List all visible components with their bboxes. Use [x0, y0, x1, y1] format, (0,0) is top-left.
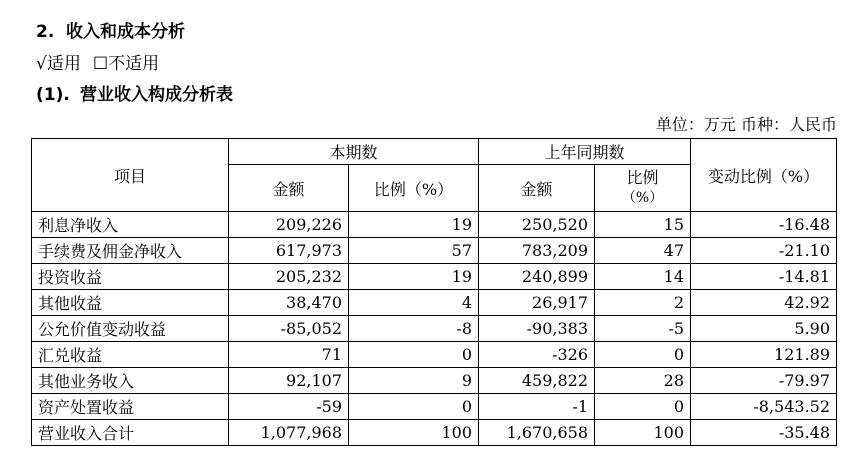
table-row [32, 316, 837, 342]
cell-prior-ratio: -5 [595, 316, 691, 342]
cell-prior-ratio: 0 [595, 394, 691, 420]
cell-change-ratio: -21.10 [691, 238, 837, 264]
section-title: 收入和成本分析 [66, 22, 185, 42]
cell-item: 手续费及佣金净收入 [32, 238, 229, 264]
cell-prior-amount: 459,822 [479, 368, 595, 394]
cell-item: 其他收益 [32, 290, 229, 316]
cell-current-amount: 209,226 [229, 212, 349, 238]
header-prior-ratio [595, 165, 691, 212]
cell-prior-amount: 250,520 [479, 212, 595, 238]
cell-prior-ratio: 100 [595, 420, 691, 446]
header-item: 项目 [32, 139, 229, 212]
cell-prior-amount: -326 [479, 342, 595, 368]
unit-currency-note: 单位：万元 币种：人民币 [655, 115, 837, 134]
cell-current-amount: 205,232 [229, 264, 349, 290]
cell-current-ratio: 19 [349, 212, 479, 238]
table-row [32, 212, 837, 238]
header-row-1 [32, 139, 837, 165]
revenue-composition-table [31, 138, 837, 446]
table-row [32, 368, 837, 394]
header-current-ratio: 比例（%） [349, 165, 479, 212]
applicable-label: 适用 [46, 54, 81, 74]
table-body [32, 212, 837, 446]
cell-change-ratio: -35.48 [691, 420, 837, 446]
cell-prior-amount: -90,383 [479, 316, 595, 342]
cell-item: 公允价值变动收益 [32, 316, 229, 342]
header-prior-period: 上年同期数 [479, 139, 691, 165]
not-applicable-label: 不适用 [108, 54, 160, 74]
header-prior-ratio-label: 比例 [626, 168, 659, 187]
check-mark-icon: √ [36, 54, 47, 74]
cell-prior-ratio: 14 [595, 264, 691, 290]
section-number: 2. [36, 22, 55, 42]
cell-prior-ratio: 47 [595, 238, 691, 264]
cell-prior-ratio: 28 [595, 368, 691, 394]
cell-change-ratio: 121.89 [691, 342, 837, 368]
table-row [32, 238, 837, 264]
cell-current-ratio: 57 [349, 238, 479, 264]
cell-item: 利息净收入 [32, 212, 229, 238]
subsection-title: 营业收入构成分析表 [80, 85, 233, 105]
applicability-options [36, 52, 171, 76]
cell-prior-amount: -1 [479, 394, 595, 420]
cell-item: 资产处置收益 [32, 394, 229, 420]
cell-current-amount: 38,470 [229, 290, 349, 316]
cell-prior-amount: 1,670,658 [479, 420, 595, 446]
cell-current-ratio: 19 [349, 264, 479, 290]
cell-current-ratio: 9 [349, 368, 479, 394]
cell-current-ratio: -8 [349, 316, 479, 342]
cell-change-ratio: -16.48 [691, 212, 837, 238]
cell-change-ratio: 42.92 [691, 290, 837, 316]
not-applicable-option[interactable] [93, 52, 159, 76]
cell-prior-ratio: 15 [595, 212, 691, 238]
cell-change-ratio: -8,543.52 [691, 394, 837, 420]
cell-prior-amount: 26,917 [479, 290, 595, 316]
cell-prior-amount: 783,209 [479, 238, 595, 264]
table-row [32, 394, 837, 420]
table-row [32, 420, 837, 446]
cell-current-ratio: 4 [349, 290, 479, 316]
cell-current-amount: 617,973 [229, 238, 349, 264]
cell-item: 其他业务收入 [32, 368, 229, 394]
header-prior-ratio-unit: （%） [621, 190, 664, 206]
subsection-heading [36, 83, 233, 107]
cell-item: 营业收入合计 [32, 420, 229, 446]
empty-checkbox-icon: ☐ [92, 54, 109, 74]
cell-current-ratio: 100 [349, 420, 479, 446]
cell-current-ratio: 0 [349, 394, 479, 420]
cell-prior-amount: 240,899 [479, 264, 595, 290]
header-current-amount: 金额 [229, 165, 349, 212]
applicable-option[interactable] [36, 52, 81, 76]
cell-current-amount: 1,077,968 [229, 420, 349, 446]
header-prior-amount: 金额 [479, 165, 595, 212]
section-heading [36, 20, 185, 44]
table-row [32, 290, 837, 316]
table-row [32, 264, 837, 290]
cell-current-ratio: 0 [349, 342, 479, 368]
cell-prior-ratio: 2 [595, 290, 691, 316]
cell-change-ratio: -79.97 [691, 368, 837, 394]
subsection-number: (1). [36, 85, 70, 105]
cell-prior-ratio: 0 [595, 342, 691, 368]
cell-current-amount: 71 [229, 342, 349, 368]
cell-change-ratio: -14.81 [691, 264, 837, 290]
table-row [32, 342, 837, 368]
cell-item: 汇兑收益 [32, 342, 229, 368]
cell-current-amount: -59 [229, 394, 349, 420]
cell-change-ratio: 5.90 [691, 316, 837, 342]
header-change-ratio: 变动比例（%） [691, 139, 837, 212]
cell-current-amount: 92,107 [229, 368, 349, 394]
cell-current-amount: -85,052 [229, 316, 349, 342]
cell-item: 投资收益 [32, 264, 229, 290]
header-current-period: 本期数 [229, 139, 479, 165]
